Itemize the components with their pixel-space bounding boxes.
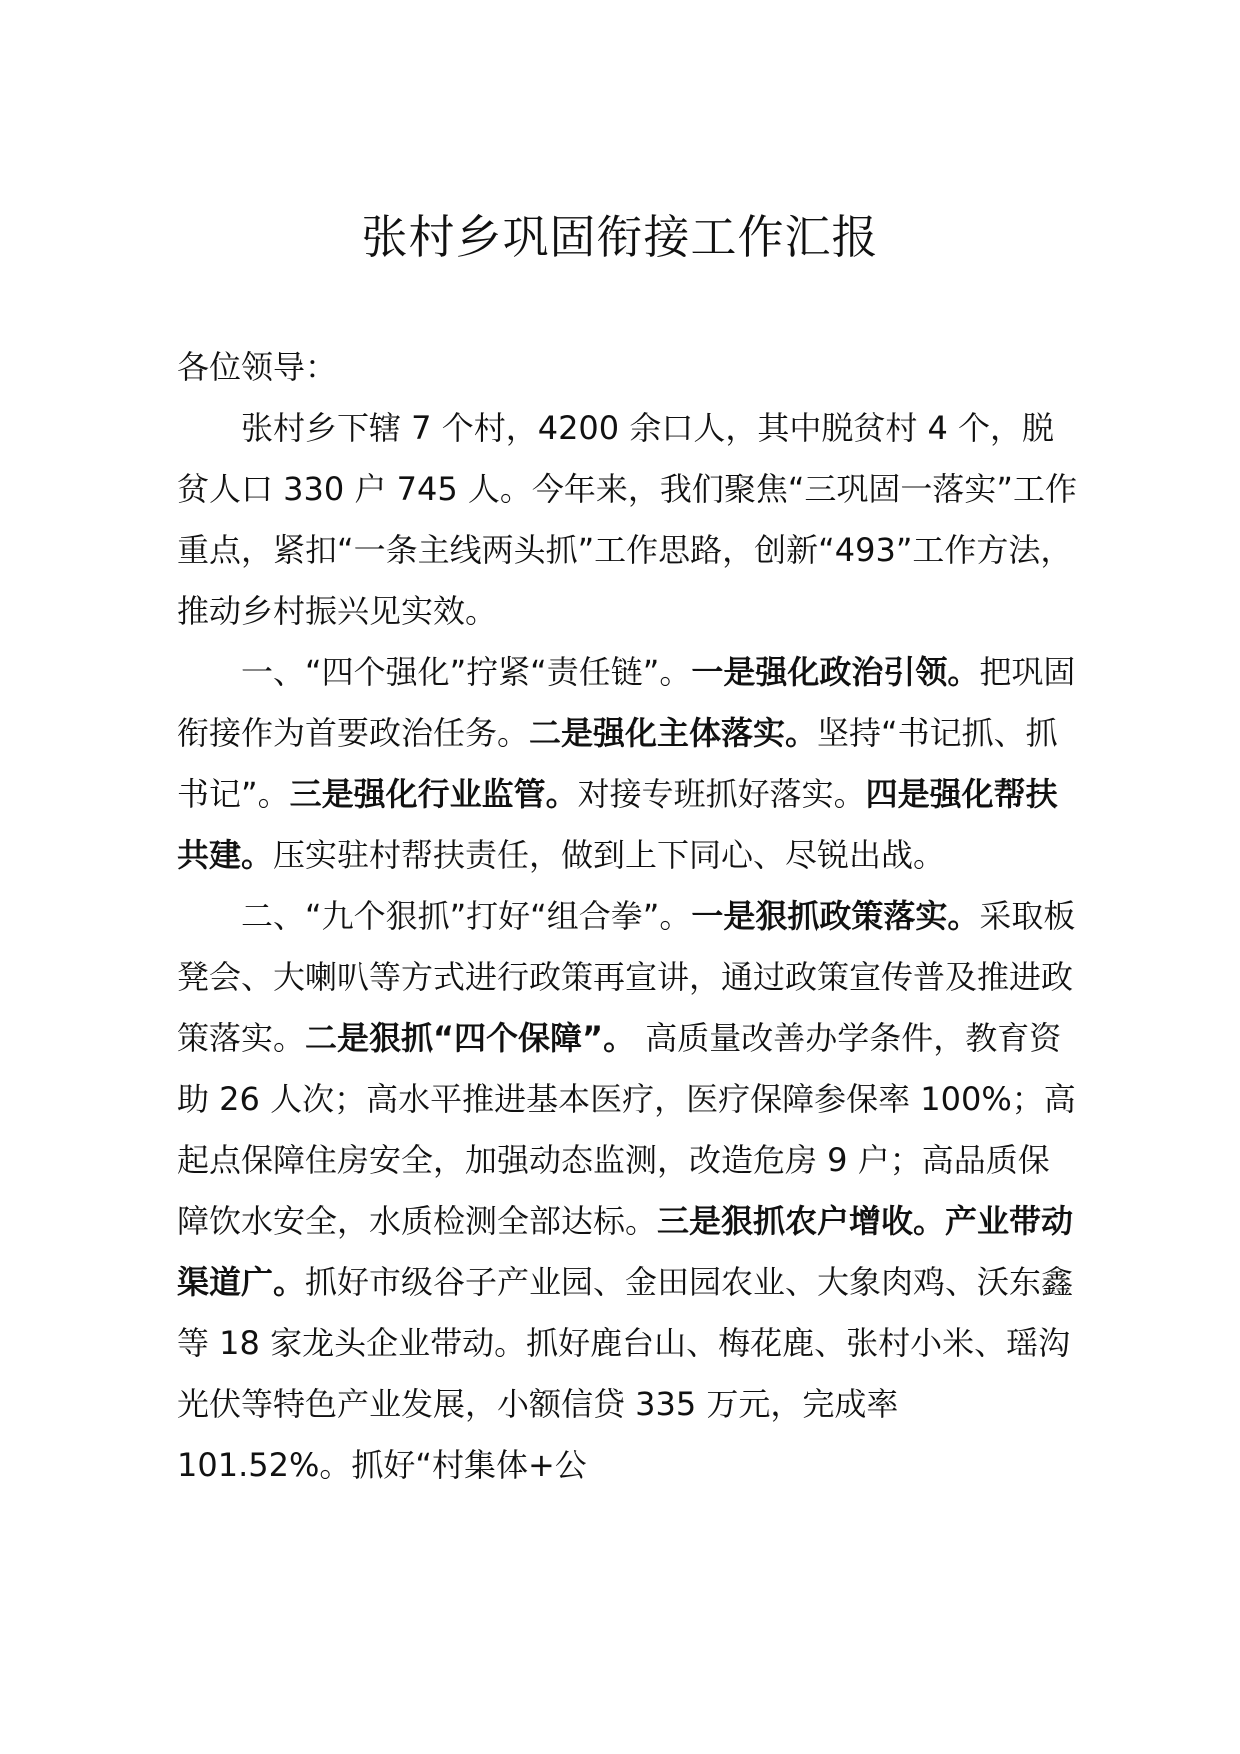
document-title: 张村乡巩固衔接工作汇报 [361,210,879,264]
section-2-item-3-bold: 三是狠抓农户增收。产业带动渠道广。 [177,1202,1074,1301]
section-1-item-1-text: 把巩固衔接作为首要政治任务。 [177,653,1076,752]
section-1-item-3-text: 对接专班抓好落实。 [577,775,866,813]
section-1-paragraph [177,642,1077,886]
section-2-item-1-text: 采取板凳会、大喇叭等方式进行政策再宣讲，通过政策宣传普及推进政策落实。 [177,897,1076,1057]
section-2-item-3-text: 抓好市级谷子产业园、金田园农业、大象肉鸡、沃东鑫等 18 家龙头企业带动。抓好鹿台山、梅花鹿、张村小米、瑶沟光伏等特色产业发展，小额信贷 335 万元，完成率 101.52%。抓好“村集体+公 [177,1263,1074,1484]
section-1-item-1-bold: 一是强化政治引领。 [691,653,980,691]
section-2-item-2-bold: 二是狠抓“四个保障”。 [305,1019,636,1057]
document-body [177,337,1077,1496]
section-1-item-2-bold: 二是强化主体落实。 [529,714,818,752]
section-1-item-4-bold: 四是强化帮扶共建。 [177,775,1058,874]
section-2-paragraph [177,886,1077,1496]
intro-paragraph: 张村乡下辖 7 个村，4200 余口人，其中脱贫村 4 个，脱贫人口 330 户 745 人。今年来，我们聚焦“三巩固一落实”工作重点，紧扣“一条主线两头抓”工作思路，创新“493”工作方法，推动乡村振兴见实效。 [177,409,1078,630]
section-1-heading: 一、“四个强化”拧紧“责任链”。 [241,653,692,691]
section-1-item-4-text: 压实驻村帮扶责任，做到上下同心、尽锐出战。 [273,836,946,874]
section-1-item-2-text: 坚持“书记抓、抓书记”。 [177,714,1058,813]
section-2-heading: 二、“九个狠抓”打好“组合拳”。 [241,897,692,935]
salutation: 各位领导： [177,348,338,386]
section-2-item-1-bold: 一是狠抓政策落实。 [691,897,980,935]
section-2-item-2-text: 高质量改善办学条件，教育资助 26 人次；高水平推进基本医疗，医疗保障参保率 100%；高起点保障住房安全，加强动态监测，改造危房 9 户；高品质保障饮水安全，水质检测全部达标。 [177,1019,1076,1240]
section-1-item-3-bold: 三是强化行业监管。 [289,775,578,813]
